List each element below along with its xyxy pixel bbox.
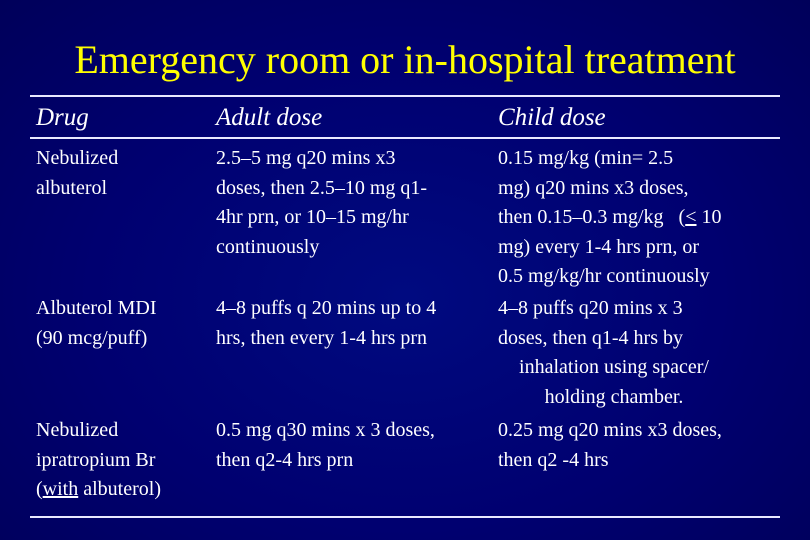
cell-line: 0.5 mg q30 mins x 3 doses, [216,419,435,441]
cell-line: 0.25 mg q20 mins x3 doses, [498,419,722,441]
cell-line: Nebulized [36,147,119,169]
slide-title: Emergency room or in-hospital treatment [74,37,736,82]
cell-line: ipratropium Br [36,448,156,471]
cell-line: 0.15 mg/kg (min= 2.5 [498,147,674,169]
cell-line: Albuterol MDI [36,297,157,319]
row-3-drug [36,416,206,505]
cell-line: 4–8 puffs q 20 mins up to 4 [216,297,437,319]
underlined-with: with [42,478,79,500]
albuterol-suffix: albuterol) [78,478,161,500]
paren-open: ( [36,478,43,500]
column-header-adult-dose: Adult dose [216,104,323,131]
cell-line: 4hr prn, or 10–15 mg/hr [216,206,409,228]
cell-line: albuterol [36,176,108,199]
cell-line: hrs, then every 1-4 hrs prn [216,326,428,349]
cell-line: Nebulized [36,419,119,441]
row-3-child-dose [498,416,780,475]
row-2-adult-dose [216,294,492,353]
cell-line: doses, then 2.5–10 mg q1- [216,176,428,199]
row-1-child-dose [498,144,780,292]
row-1-adult-dose [216,144,492,262]
cell-line: then q2-4 hrs prn [216,448,354,471]
cell-line: 4–8 puffs q20 mins x 3 [498,297,683,319]
cell-line: then q2 -4 hrs [498,448,609,471]
cell-line: 0.5 mg/kg/hr continuously [498,265,710,287]
cell-line: 2.5–5 mg q20 mins x3 [216,147,396,169]
row-2-drug [36,294,206,353]
cell-line: continuously [216,235,320,258]
row-2-child-dose [498,294,780,412]
cell-line: inhalation using spacer/ [519,356,709,378]
column-header-drug: Drug [36,104,89,131]
cell-line: holding chamber. [544,385,684,408]
cell-line: mg) every 1-4 hrs prn, or [498,235,700,258]
cell-line: doses, then q1-4 hrs by [498,326,683,349]
row-3-adult-dose [216,416,492,475]
cell-line: then 0.15–0.3 mg/kg (< 10 [498,206,722,228]
cell-line: (90 mcg/puff) [36,326,148,349]
cell-line: mg) q20 mins x3 doses, [498,176,689,199]
cell-line [36,475,206,505]
less-than-symbol: < [685,206,697,228]
row-1-drug [36,144,206,203]
column-header-child-dose: Child dose [498,104,606,131]
